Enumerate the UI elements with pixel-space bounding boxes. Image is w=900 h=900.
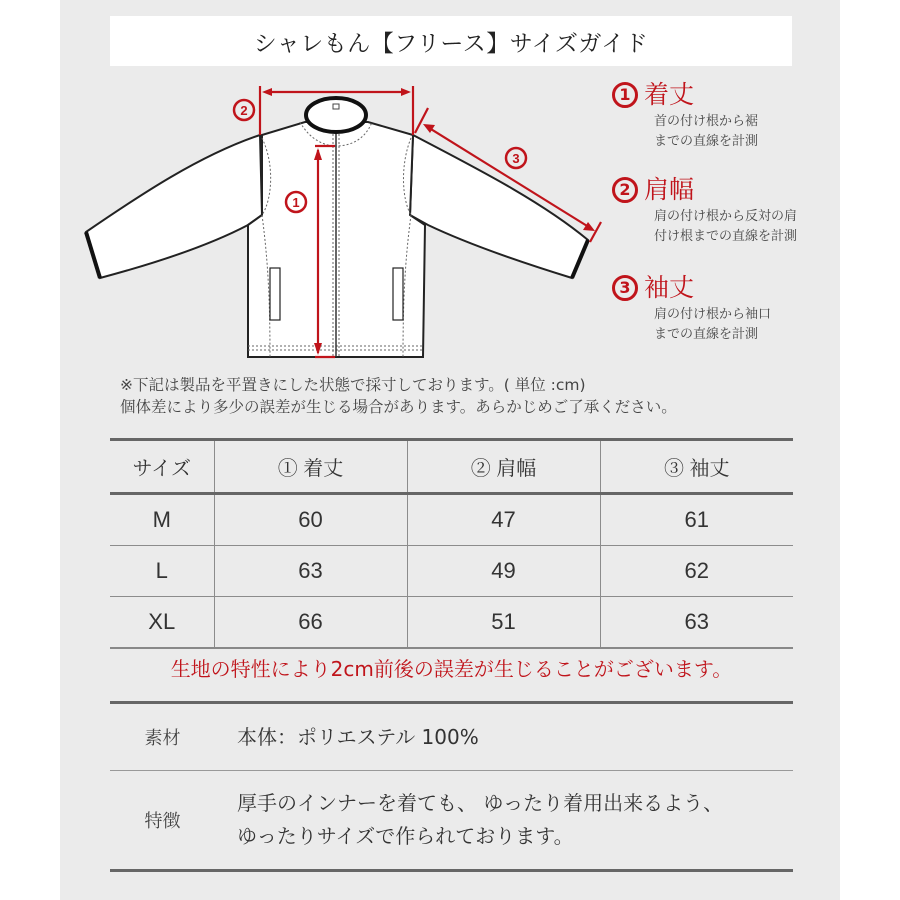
- shoulder-marker: 2: [240, 103, 248, 118]
- material-label: 素材: [144, 728, 181, 749]
- feature-value: [215, 787, 793, 853]
- size-cell: L: [110, 546, 214, 597]
- sleeve-marker: 3: [512, 151, 520, 166]
- sleeve-cell: 63: [600, 597, 793, 649]
- number-circle-icon: 1: [612, 82, 638, 108]
- table-row: [110, 597, 793, 649]
- feature-line: 厚手のインナーを着ても、 ゆったり着用出来るよう、: [237, 791, 724, 815]
- shoulder-cell: 49: [407, 546, 600, 597]
- sleeve-cell: 62: [600, 546, 793, 597]
- legend-sleeve: [612, 273, 771, 345]
- material-value: 本体：ポリエステル 100%: [237, 724, 479, 749]
- length-cell: 63: [214, 546, 407, 597]
- measurement-note: [120, 374, 677, 418]
- shoulder-cell: 51: [407, 597, 600, 649]
- size-cell: XL: [110, 597, 214, 649]
- tolerance-warning: 生地の特性により2cm前後の誤差が生じることがございます。: [170, 657, 733, 681]
- note-line: 個体差により多少の誤差が生じる場合があります。あらかじめご了承ください。: [120, 398, 677, 416]
- number-circle-icon: 2: [612, 177, 638, 203]
- legend-desc: 肩の付け根から反対の肩: [654, 209, 798, 224]
- legend-length: [612, 80, 758, 152]
- legend-title: 袖丈: [644, 273, 695, 302]
- length-cell: 66: [214, 597, 407, 649]
- size-table: [110, 438, 793, 649]
- table-row: [110, 546, 793, 597]
- legend-title: 着丈: [644, 80, 695, 109]
- legend-desc: 肩の付け根から袖口: [654, 307, 772, 322]
- legend-shoulder: [612, 175, 797, 247]
- legend-title: 肩幅: [644, 175, 695, 204]
- header-size: サイズ: [110, 440, 214, 494]
- feature-label: 特徴: [144, 811, 181, 832]
- table-header-row: [110, 440, 793, 494]
- note-line: ※下記は製品を平置きにした状態で採寸しております。( 単位 :cm): [120, 376, 586, 394]
- header-sleeve: ③ 袖丈: [600, 440, 793, 494]
- jacket-diagram: [80, 75, 610, 365]
- shoulder-cell: 47: [407, 494, 600, 546]
- legend-desc: までの直線を計測: [654, 134, 759, 149]
- spec-table: [110, 701, 793, 872]
- page-title: シャレもん【フリース】サイズガイド: [110, 16, 792, 66]
- table-row: [110, 494, 793, 546]
- length-cell: 60: [214, 494, 407, 546]
- legend-desc: 付け根までの直線を計測: [654, 229, 798, 244]
- feature-line: ゆったりサイズで作られております。: [237, 824, 574, 848]
- number-circle-icon: 3: [612, 275, 638, 301]
- header-shoulder: ② 肩幅: [407, 440, 600, 494]
- spec-row-feature: [110, 770, 793, 869]
- legend-desc: 首の付け根から裾: [654, 114, 759, 129]
- length-marker: 1: [292, 195, 300, 210]
- spec-row-material: [110, 704, 793, 770]
- legend-desc: までの直線を計測: [654, 327, 759, 342]
- header-length: ① 着丈: [214, 440, 407, 494]
- sleeve-cell: 61: [600, 494, 793, 546]
- size-cell: M: [110, 494, 214, 546]
